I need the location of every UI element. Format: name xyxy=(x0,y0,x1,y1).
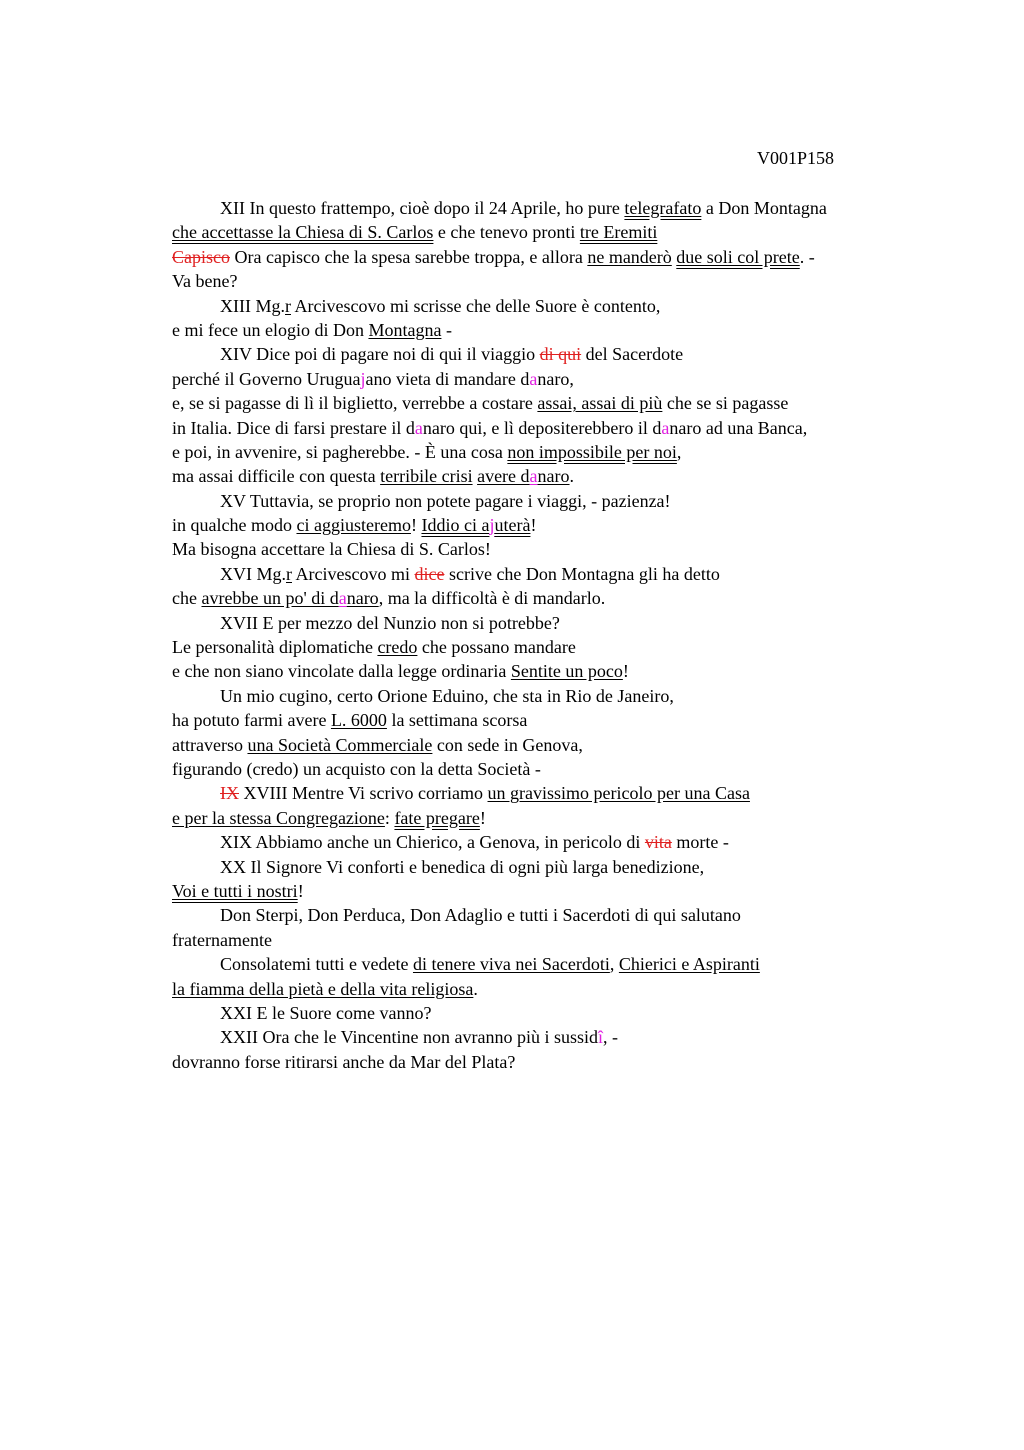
letter-line xyxy=(172,586,932,610)
text-run: - xyxy=(441,319,452,340)
letter-line xyxy=(172,879,932,903)
text-run: morte - xyxy=(671,832,729,853)
text-run: Un mio cugino, certo Orione Eduino, che sta in Rio de Janeiro, xyxy=(220,685,674,706)
text-run: . xyxy=(569,466,575,487)
letter-line xyxy=(172,269,932,293)
text-run: naro qui, e lì depositerebbero il d xyxy=(422,417,662,438)
text-run: XIII Mg. xyxy=(220,295,285,316)
letter-line xyxy=(172,659,932,683)
text-run: dovranno forse ritirarsi anche da Mar del Plata? xyxy=(172,1051,516,1072)
inserted-text: a xyxy=(338,588,347,609)
double-underlined-text: telegrafato xyxy=(624,198,702,218)
letter-line xyxy=(172,1001,932,1025)
text-run: XXII Ora che le Vincentine non avranno più i sussid xyxy=(220,1027,598,1048)
page-identifier: V001P158 xyxy=(757,148,835,168)
letter-line xyxy=(172,1050,932,1074)
text-run: scrive che Don Montagna gli ha detto xyxy=(444,563,720,584)
text-run: attraverso xyxy=(172,734,248,755)
text-run: che xyxy=(172,588,202,609)
text-run: ha potuto farmi avere xyxy=(172,710,331,731)
text-run: naro, xyxy=(537,368,574,389)
letter-line xyxy=(172,464,932,488)
letter-line xyxy=(172,440,932,464)
letter-line xyxy=(172,733,932,757)
letter-line xyxy=(172,855,932,879)
text-run: , ma la difficoltà è di mandarlo. xyxy=(378,588,606,609)
text-run: ma assai difficile con questa xyxy=(172,466,381,487)
text-run: che se si pagasse xyxy=(662,393,789,414)
text-run: XII In questo frattempo, cioè dopo il 24 Aprile, ho pure xyxy=(220,198,625,218)
text-run: Va bene? xyxy=(172,271,238,292)
text-run: Arcivescovo mi xyxy=(292,563,415,584)
letter-line xyxy=(172,537,932,561)
text-run: Don Sterpi, Don Perduca, Don Adaglio e tutti i Sacerdoti di qui salutano xyxy=(220,905,741,926)
text-run: . xyxy=(473,978,478,999)
text-run: ! xyxy=(622,661,629,682)
underlined-text: una Società Commerciale xyxy=(247,734,433,755)
text-run: Ora capisco che la spesa sarebbe troppa, e allora xyxy=(230,246,588,267)
text-run: XVIII Mentre Vi scrivo corriamo xyxy=(239,783,488,804)
letter-line xyxy=(172,367,932,391)
letter-line xyxy=(172,245,932,269)
text-run: e che non siano vincolate dalla legge ordinaria xyxy=(172,661,511,682)
double-underlined-text: due soli col prete xyxy=(676,246,800,267)
underlined-text: assai, assai di più xyxy=(537,393,663,414)
letter-line xyxy=(172,391,932,415)
text-run: che possano mandare xyxy=(417,637,576,658)
text-run: . - xyxy=(799,246,815,267)
text-run: in qualche modo xyxy=(172,515,297,536)
text-run: a Don Montagna xyxy=(701,198,827,218)
text-run: XV Tuttavia, se proprio non potete pagare i viaggi, - pazienza! xyxy=(220,490,671,511)
text-run: , xyxy=(676,441,682,462)
underlined-text: r xyxy=(286,563,292,584)
letter-line xyxy=(172,318,932,342)
text-run: con sede in Genova, xyxy=(432,734,583,755)
letter-line xyxy=(172,562,932,586)
text-run: Consolatemi tutti e vedete xyxy=(220,954,413,975)
letter-line xyxy=(172,781,932,805)
text-run: , xyxy=(609,954,619,975)
text-run: figurando (credo) un acquisto con la detta Società - xyxy=(172,758,541,779)
inserted-text: a xyxy=(414,417,423,438)
text-run: XXI E le Suore come vanno? xyxy=(220,1002,432,1023)
text-run: in Italia. Dice di farsi prestare il d xyxy=(172,417,415,438)
letter-line xyxy=(172,928,932,952)
text-run: Le personalità diplomatiche xyxy=(172,637,378,658)
text-run: ! xyxy=(530,515,537,536)
underlined-text: Montagna xyxy=(368,319,442,340)
letter-line xyxy=(172,342,932,366)
deleted-text: Capisco xyxy=(172,246,230,267)
underlined-text: e per la stessa Congregazione xyxy=(172,807,385,828)
deleted-text: dice xyxy=(414,563,445,584)
text-run: fraternamente xyxy=(172,929,272,950)
letter-line xyxy=(172,489,932,513)
underlined-text: Sentite un poco xyxy=(510,661,623,682)
text-run: e poi, in avvenire, si pagherebbe. - È una cosa xyxy=(172,441,508,462)
inserted-text: a xyxy=(529,466,538,487)
letter-line xyxy=(172,952,932,976)
text-run: Ma bisogna accettare la Chiesa di S. Carlos! xyxy=(172,539,491,560)
text-run: la settimana scorsa xyxy=(386,710,528,731)
text-run: perché il Governo Urugua xyxy=(172,368,361,389)
letter-line xyxy=(172,757,932,781)
underlined-text: r xyxy=(285,295,291,316)
letter-line xyxy=(172,416,932,440)
text-run: Arcivescovo mi scrisse che delle Suore è contento, xyxy=(291,295,661,316)
double-underlined-text: Voi e tutti i nostri xyxy=(172,880,298,901)
deleted-text: IX xyxy=(220,783,239,804)
deleted-text: vita xyxy=(644,832,672,853)
underlined-text: credo xyxy=(377,637,418,658)
text-run: e, se si pagasse di lì il biglietto, verrebbe a costare xyxy=(172,393,538,414)
text-run: XVII E per mezzo del Nunzio non si potrebbe? xyxy=(220,612,560,633)
underlined-text: naro xyxy=(537,466,570,487)
text-run: e mi fece un elogio di Don xyxy=(172,319,369,340)
underlined-text: avrebbe un po' di d xyxy=(201,588,339,609)
letter-line xyxy=(172,806,932,830)
letter-line xyxy=(172,903,932,927)
double-underlined-text: fate pregare xyxy=(394,807,480,828)
letter-line xyxy=(172,513,932,537)
text-run: XX Il Signore Vi conforti e benedica di ogni più larga benedizione, xyxy=(220,856,705,877)
text-run: ! xyxy=(410,515,422,536)
double-underlined-text: non impossibile per noi xyxy=(507,441,677,462)
underlined-text: di tenere viva nei Sacerdoti xyxy=(412,954,610,975)
letter-line xyxy=(172,1025,932,1049)
inserted-text: j xyxy=(489,515,495,536)
letter-line xyxy=(172,611,932,635)
text-run: ! xyxy=(479,807,486,828)
double-underlined-text: tre Eremiti xyxy=(579,222,658,243)
double-underlined-text: Iddio ci a xyxy=(421,515,490,536)
deleted-text: di qui xyxy=(539,344,582,365)
underlined-text: ci aggiusteremo xyxy=(296,515,411,536)
underlined-text: naro xyxy=(346,588,379,609)
underlined-text: un gravissimo pericolo per una Casa xyxy=(487,783,750,804)
text-run: ! xyxy=(297,880,304,901)
inserted-text: j xyxy=(360,368,366,389)
underlined-text: terribile crisi xyxy=(380,466,473,487)
letter-line xyxy=(172,196,932,220)
letter-line xyxy=(172,684,932,708)
letter-line xyxy=(172,220,932,244)
inserted-text: a xyxy=(661,417,670,438)
text-run: XVI Mg. xyxy=(220,563,286,584)
text-run: : xyxy=(384,807,395,828)
underlined-text: la fiamma della pietà e della vita religiosa xyxy=(172,978,474,999)
double-underlined-text: che accettasse la Chiesa di S. Carlos xyxy=(172,222,434,243)
letter-line xyxy=(172,830,932,854)
inserted-text: î xyxy=(598,1027,604,1048)
text-run: , - xyxy=(603,1027,619,1048)
letter-line xyxy=(172,294,932,318)
letter-body xyxy=(172,196,932,1074)
letter-line xyxy=(172,977,932,1001)
underlined-text: L. 6000 xyxy=(330,710,387,731)
underlined-text: Chierici e Aspiranti xyxy=(618,954,760,975)
text-run: del Sacerdote xyxy=(581,344,684,365)
text-run: naro ad una Banca, xyxy=(669,417,808,438)
underlined-text: avere d xyxy=(477,466,530,487)
text-run: XIV Dice poi di pagare noi di qui il viaggio xyxy=(220,344,540,365)
double-underlined-text: uterà xyxy=(494,515,531,536)
letter-line xyxy=(172,635,932,659)
text-run: ano vieta di mandare d xyxy=(365,368,530,389)
text-run: XIX Abbiamo anche un Chierico, a Genova, in pericolo di xyxy=(220,832,645,853)
text-run: e che tenevo pronti xyxy=(433,222,580,243)
underlined-text: ne manderò xyxy=(587,246,672,267)
letter-line xyxy=(172,708,932,732)
inserted-text: a xyxy=(529,368,538,389)
